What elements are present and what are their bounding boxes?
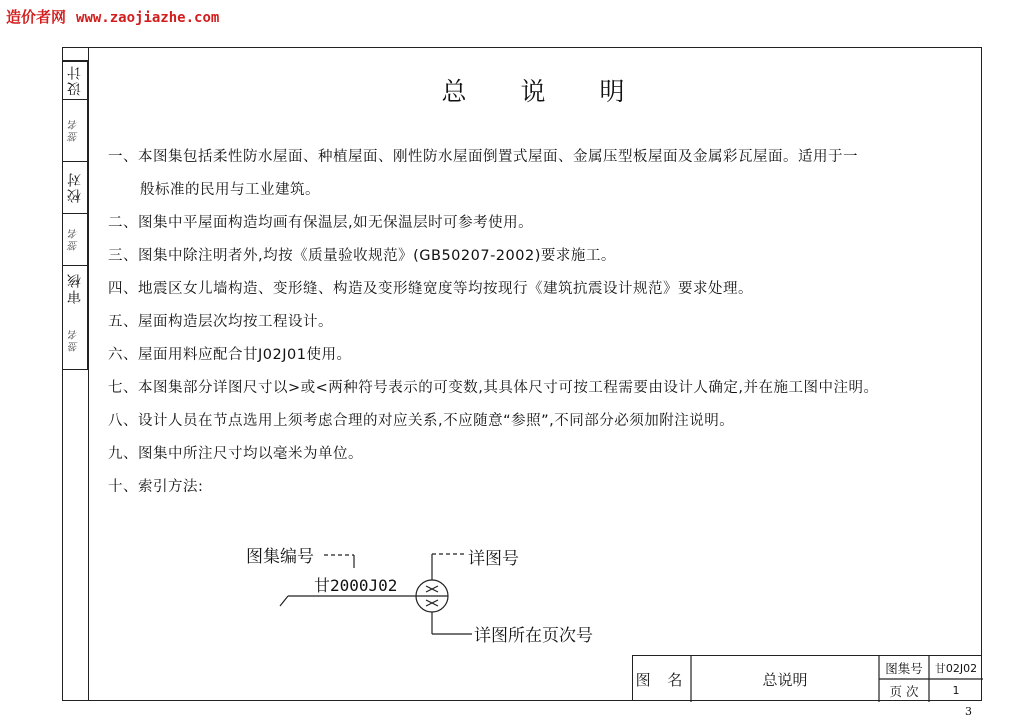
title-block-page-label: 页 次 — [889, 683, 919, 699]
index-method-diagram — [240, 540, 620, 650]
side-cell-review: 审核 — [63, 265, 87, 311]
side-cell-check: 校对 — [63, 161, 87, 213]
atlas-code: 甘2000J02 — [314, 576, 398, 595]
side-cell-review-signature: 签名 — [69, 328, 81, 352]
note-item: 七、本图集部分详图尺寸以>或<两种符号表示的可变数,其具体尺寸可按工程需要由设计人确定,并在施工图中注明。 — [108, 380, 879, 396]
document-title: 总说明 — [441, 77, 679, 106]
detail-number-label: 详图号 — [468, 549, 519, 569]
note-item: 四、地震区女儿墙构造、变形缝、构造及变形缝宽度等均按现行《建筑抗震设计规范》要求处理。 — [108, 281, 753, 297]
side-cell-check-signature: 签名 — [63, 213, 87, 265]
title-block-atlas-no-value: 甘02J02 — [934, 661, 978, 675]
side-signature-strip — [62, 60, 88, 370]
title-block-page-value: 1 — [952, 684, 960, 697]
watermark — [6, 6, 219, 27]
note-item-1-line1: 一、本图集包括柔性防水屋面、种植屋面、刚性防水屋面倒置式屋面、金属压型板屋面及金属彩瓦屋面。适用于一 — [108, 149, 858, 165]
note-item: 九、图集中所注尺寸均以毫米为单位。 — [108, 446, 363, 462]
note-item — [108, 148, 968, 199]
title-block-name-value: 总说明 — [762, 670, 808, 689]
note-item-1-line2: 般标准的民用与工业建筑。 — [140, 182, 320, 198]
note-item: 五、屋面构造层次均按工程设计。 — [108, 314, 333, 330]
notes-list — [108, 148, 968, 511]
note-item: 十、索引方法: — [108, 479, 204, 495]
atlas-number-label: 图集编号 — [246, 547, 314, 567]
title-block-atlas-no-label: 图集号 — [885, 660, 923, 676]
page-number: 3 — [965, 705, 972, 718]
note-item: 八、设计人员在节点选用上须考虑合理的对应关系,不应随意“参照”,不同部分必须加附注说明。 — [108, 413, 735, 429]
detail-page-label: 详图所在页次号 — [474, 626, 593, 646]
note-item: 三、图集中除注明者外,均按《质量验收规范》(GB50207-2002)要求施工。 — [108, 248, 616, 264]
watermark-url: www.zaojiazhe.com — [76, 10, 220, 26]
title-block — [632, 655, 982, 701]
note-item: 二、图集中平屋面构造均画有保温层,如无保温层时可参考使用。 — [108, 215, 534, 231]
side-cell-design: 设计 — [63, 61, 87, 99]
watermark-site: 造价者网 — [6, 8, 67, 26]
title-block-name-label: 图 名 — [635, 670, 689, 689]
side-cell-design-signature: 签名 — [63, 99, 87, 161]
note-item: 六、屋面用料应配合甘J02J01使用。 — [108, 347, 352, 363]
